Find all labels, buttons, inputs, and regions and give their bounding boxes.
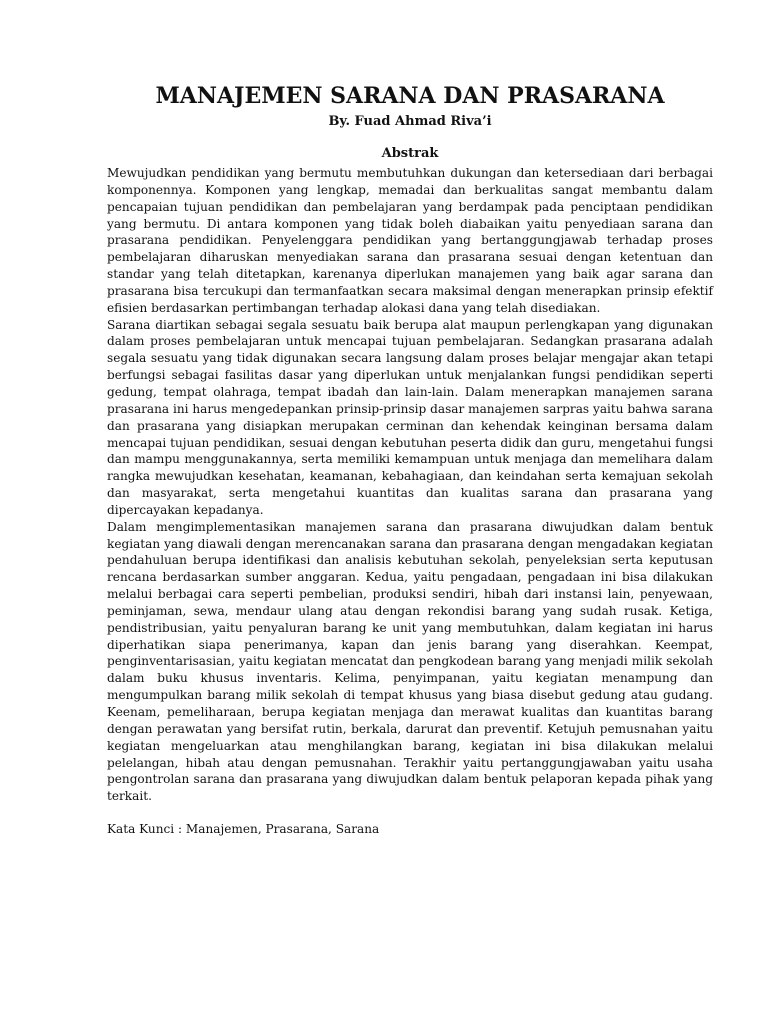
abstract-body — [107, 165, 713, 805]
keywords: Kata Kunci : Manajemen, Prasarana, Sarana — [107, 822, 380, 837]
abstract-paragraph-2: Sarana diartikan sebagai segala sesuatu baik berupa alat maupun perlengkapan yang digunakan dalam proses pembelajaran untuk mencapai tujuan pembelajaran. Sedangkan prasarana adalah segala sesuatu yang tidak digunakan secara langsung dalam proses belajar mengajar akan tetapi berfungsi sebagai fasilitas dasar yang diperlukan untuk menjalankan fungsi pendidikan seperti gedung, tempat olahraga, tempat ibadah dan lain-lain. Dalam menerapkan manajemen sarana prasarana ini harus mengedepankan prinsip-prinsip dasar manajemen sarpras yaitu bahwa sarana dan prasarana yang disiapkan merupakan cerminan dan kehendak keinginan bersama dalam mencapai tujuan pendidikan, sesuai dengan kebutuhan peserta didik dan guru, mengetahui fungsi dan mampu menggunakannya, serta memiliki kemampuan untuk menjaga dan memelihara dalam rangka mewujudkan kesehatan, keamanan, kebahagiaan, dan keindahan serta kemajuan sekolah dan masyarakat, serta mengetahui kuantitas dan kualitas sarana dan prasarana yang dipercayakan kepadanya. — [107, 317, 713, 517]
abstract-paragraph-1: Mewujudkan pendidikan yang bermutu membutuhkan dukungan dan ketersediaan dari berbagai komponennya. Komponen yang lengkap, memadai dan berkualitas sangat membantu dalam pencapaian tujuan pendidikan dan pembelajaran yang berdampak pada penciptaan pendidikan yang bermutu. Di antara komponen yang tidak boleh diabaikan yaitu penyediaan sarana dan prasarana pendidikan. Penyelenggara pendidikan yang bertanggungjawab terhadap proses pembelajaran diharuskan menyediakan sarana dan prasarana sesuai dengan ketentuan dan standar yang telah ditetapkan, karenanya diperlukan manajemen yang baik agar sarana dan prasarana bisa tercukupi dan termanfaatkan secara maksimal dengan menerapkan prinsip efektif efisien berdasarkan pertimbangan terhadap alokasi dana yang telah disediakan. — [107, 166, 713, 315]
paper-author: By. Fuad Ahmad Riva’i — [328, 114, 492, 129]
abstract-paragraph-3: Dalam mengimplementasikan manajemen sarana dan prasarana diwujudkan dalam bentuk kegiatan yang diawali dengan merencanakan sarana dan prasarana dengan mengadakan kegiatan pendahuluan berupa identifikasi dan analisis kebutuhan sekolah, penyeleksian serta keputusan rencana berdasarkan sumber anggaran. Kedua, yaitu pengadaan, pengadaan ini bisa dilakukan melalui berbagai cara seperti pembelian, produksi sendiri, hibah dari instansi lain, penyewaan, peminjaman, sewa, mendaur ulang atau dengan rekondisi barang yang sudah rusak. Ketiga, pendistribusian, yaitu penyaluran barang ke unit yang membutuhkan, dalam kegiatan ini harus diperhatikan siapa penerimanya, kapan dan jenis barang yang diserahkan. Keempat, penginventarisasian, yaitu kegiatan mencatat dan pengkodean barang yang menjadi milik sekolah dalam buku khusus inventaris. Kelima, penyimpanan, yaitu kegiatan menampung dan mengumpulkan barang milik sekolah di tempat khusus yang biasa disebut gedung atau gudang. Keenam, pemeliharaan, berupa kegiatan menjaga dan merawat kualitas dan kuantitas barang dengan perawatan yang bersifat rutin, berkala, darurat dan preventif. Ketujuh pemusnahan yaitu kegiatan mengeluarkan atau menghilangkan barang, kegiatan ini bisa dilakukan melalui pelelangan, hibah atau dengan pemusnahan. Terakhir yaitu pertanggungjawaban yaitu usaha pengontrolan sarana dan prasarana yang diwujudkan dalam bentuk pelaporan kepada pihak yang terkait. — [107, 519, 713, 804]
paper-title: MANAJEMEN SARANA DAN PRASARANA — [155, 83, 665, 109]
paper-page — [107, 82, 713, 838]
abstract-heading: Abstrak — [381, 146, 439, 161]
